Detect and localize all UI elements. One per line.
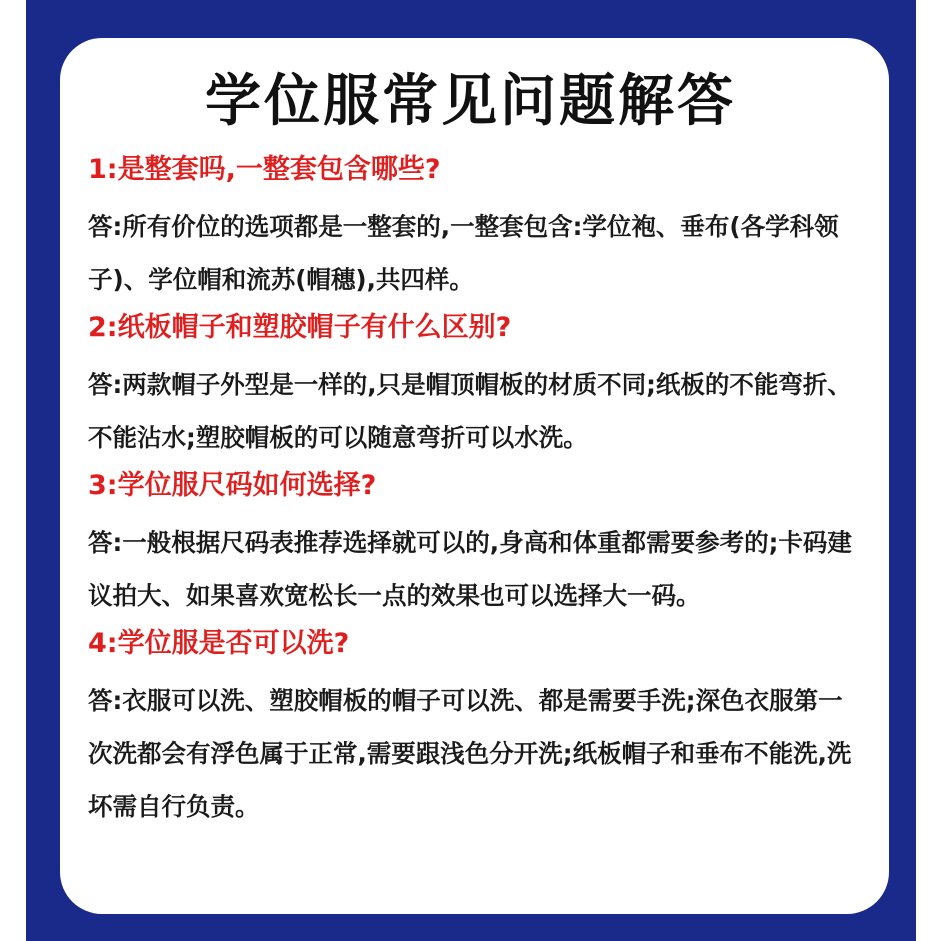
qa-item-4 bbox=[88, 626, 853, 833]
page-title: 学位服常见问题解答 bbox=[205, 69, 736, 134]
faq-card bbox=[60, 38, 889, 914]
answer-2: 答:两款帽子外型是一样的,只是帽顶帽板的材质不同;纸板的不能弯折、不能沾水;塑胶帽板的可以随意弯折可以水洗。 bbox=[88, 370, 852, 452]
question-2: 2:纸板帽子和塑胶帽子有什么区别? bbox=[88, 312, 512, 343]
qa-item-1 bbox=[88, 152, 853, 306]
question-3: 3:学位服尺码如何选择? bbox=[88, 470, 377, 501]
answer-3: 答:一般根据尺码表推荐选择就可以的,身高和体重都需要参考的;卡码建议拍大、如果喜欢宽松长一点的效果也可以选择大一码。 bbox=[88, 528, 852, 610]
answer-1: 答:所有价位的选项都是一整套的,一整套包含:学位袍、垂布(各学科领子)、学位帽和流苏(帽穗),共四样。 bbox=[88, 212, 839, 294]
question-4: 4:学位服是否可以洗? bbox=[88, 628, 350, 659]
qa-item-2 bbox=[88, 310, 853, 464]
answer-4: 答:衣服可以洗、塑胶帽板的帽子可以洗、都是需要手洗;深色衣服第一次洗都会有浮色属于正常,需要跟浅色分开洗;纸板帽子和垂布不能洗,洗坏需自行负责。 bbox=[88, 686, 852, 821]
question-1: 1:是整套吗,一整套包含哪些? bbox=[88, 154, 441, 185]
qa-item-3 bbox=[88, 468, 853, 622]
